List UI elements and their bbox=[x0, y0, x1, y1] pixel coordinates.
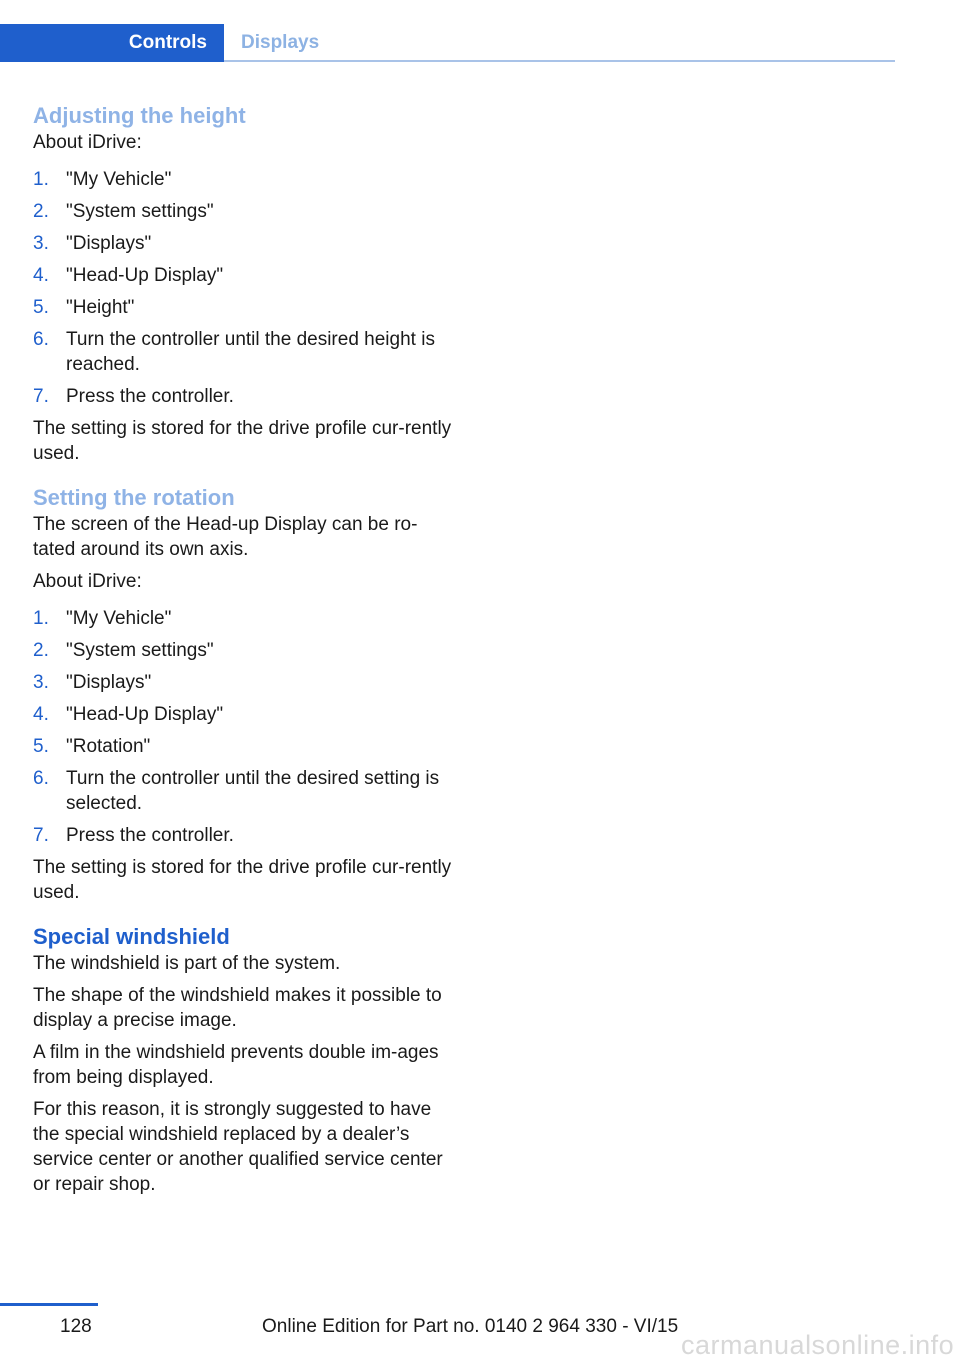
step-text: "System settings" bbox=[66, 201, 214, 222]
list-item bbox=[33, 638, 453, 663]
section-title: Special windshield bbox=[33, 924, 230, 949]
header-rule bbox=[224, 60, 895, 62]
step-number: 5. bbox=[33, 736, 49, 757]
list-item bbox=[33, 295, 453, 320]
section-special-windshield bbox=[33, 923, 453, 1197]
step-number: 5. bbox=[33, 297, 49, 318]
step-text: "Displays" bbox=[66, 233, 152, 254]
list-item bbox=[33, 263, 453, 288]
section-setting-rotation bbox=[33, 484, 453, 905]
step-text: Press the controller. bbox=[66, 386, 234, 407]
list-item bbox=[33, 702, 453, 727]
watermark: carmanualsonline.info bbox=[681, 1330, 955, 1360]
list-item bbox=[33, 167, 453, 192]
paragraph: For this reason, it is strongly suggested to have the special windshield replaced by a dealer’s service center or another qualified service center or repair shop. bbox=[33, 1099, 443, 1195]
note-text: The setting is stored for the drive profile cur-rently used. bbox=[33, 418, 452, 464]
edition-text: Online Edition for Part no. 0140 2 964 330 - VI/15 bbox=[262, 1316, 679, 1337]
step-text: "Head-Up Display" bbox=[66, 704, 224, 725]
step-text: "Rotation" bbox=[66, 736, 151, 757]
step-number: 6. bbox=[33, 329, 49, 350]
step-text: "Head-Up Display" bbox=[66, 265, 224, 286]
step-number: 4. bbox=[33, 704, 49, 725]
section-title: Setting the rotation bbox=[33, 485, 235, 510]
step-text: Turn the controller until the desired setting is selected. bbox=[66, 768, 440, 814]
section-title: Adjusting the height bbox=[33, 103, 246, 128]
steps-list bbox=[33, 167, 453, 409]
list-item bbox=[33, 231, 453, 256]
page-number: 128 bbox=[60, 1316, 92, 1337]
step-text: Press the controller. bbox=[66, 825, 234, 846]
paragraph: The shape of the windshield makes it possible to display a precise image. bbox=[33, 985, 442, 1031]
footer-rule bbox=[0, 1303, 98, 1306]
step-text: Turn the controller until the desired height is reached. bbox=[66, 329, 435, 375]
step-number: 2. bbox=[33, 201, 49, 222]
step-text: "System settings" bbox=[66, 640, 214, 661]
tab-displays: Displays bbox=[241, 32, 320, 53]
step-number: 3. bbox=[33, 233, 49, 254]
list-item bbox=[33, 199, 453, 224]
steps-list bbox=[33, 606, 453, 848]
list-item bbox=[33, 384, 453, 409]
note-text: The setting is stored for the drive profile cur-rently used. bbox=[33, 857, 452, 903]
step-text: "My Vehicle" bbox=[66, 169, 172, 190]
main-content bbox=[33, 102, 453, 1204]
section-adjusting-height bbox=[33, 102, 453, 466]
paragraph: The windshield is part of the system. bbox=[33, 953, 341, 974]
step-number: 3. bbox=[33, 672, 49, 693]
step-number: 2. bbox=[33, 640, 49, 661]
list-item bbox=[33, 606, 453, 631]
intro-text: About iDrive: bbox=[33, 132, 142, 153]
step-number: 6. bbox=[33, 768, 49, 789]
step-number: 7. bbox=[33, 825, 49, 846]
step-number: 7. bbox=[33, 386, 49, 407]
list-item bbox=[33, 766, 453, 816]
header-tabs bbox=[0, 24, 895, 62]
step-text: "Displays" bbox=[66, 672, 152, 693]
list-item bbox=[33, 734, 453, 759]
intro-text: About iDrive: bbox=[33, 571, 142, 592]
paragraph: A film in the windshield prevents double im-ages from being displayed. bbox=[33, 1042, 439, 1088]
step-text: "My Vehicle" bbox=[66, 608, 172, 629]
step-number: 4. bbox=[33, 265, 49, 286]
tab-controls: Controls bbox=[0, 24, 224, 62]
list-item bbox=[33, 670, 453, 695]
description-text: The screen of the Head-up Display can be ro-tated around its own axis. bbox=[33, 514, 418, 560]
list-item bbox=[33, 823, 453, 848]
step-number: 1. bbox=[33, 169, 49, 190]
step-number: 1. bbox=[33, 608, 49, 629]
step-text: "Height" bbox=[66, 297, 135, 318]
list-item bbox=[33, 327, 453, 377]
